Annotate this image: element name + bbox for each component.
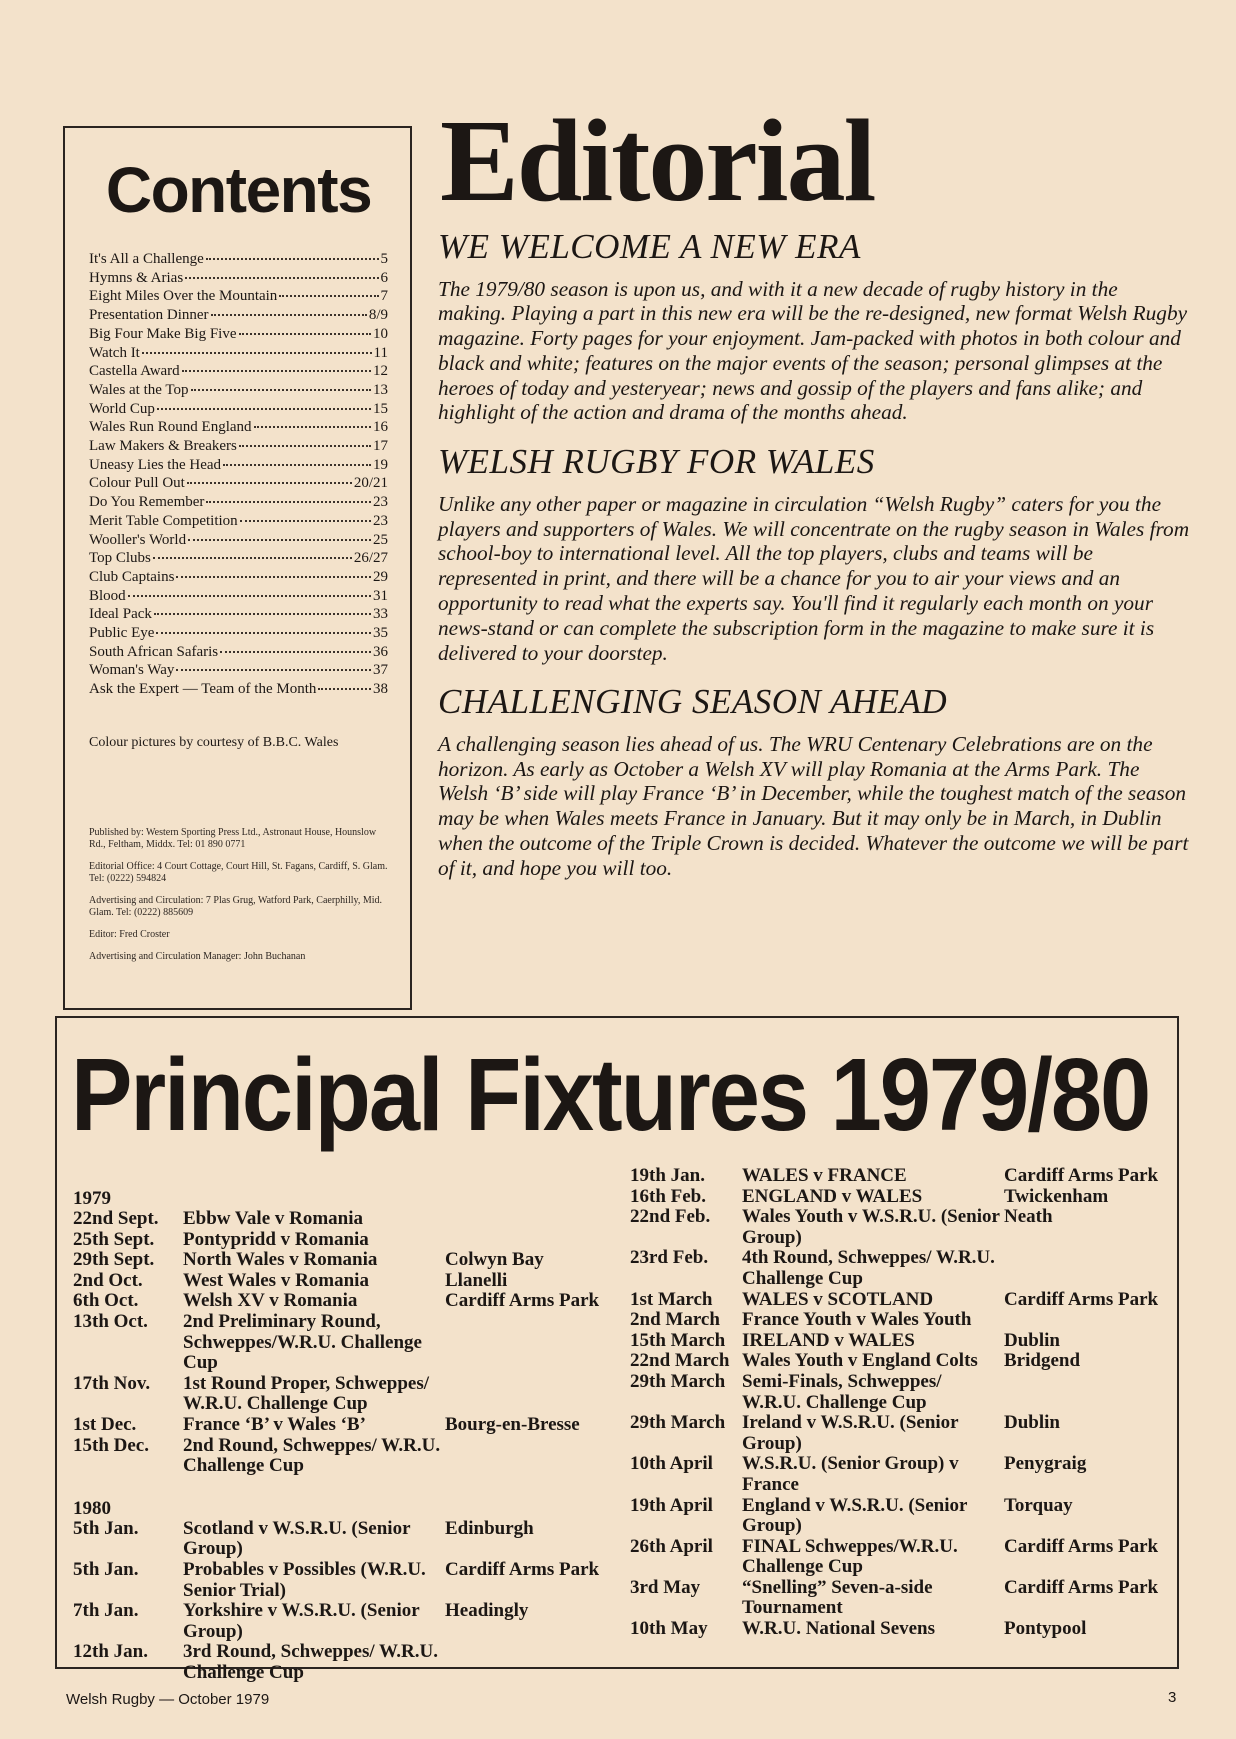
contents-item-title: Top Clubs bbox=[89, 550, 151, 567]
contents-item bbox=[89, 531, 388, 550]
leader-dots bbox=[153, 557, 352, 559]
contents-item bbox=[89, 587, 388, 606]
fixture-match: 2nd Round, Schweppes/ W.R.U. Challenge Cup bbox=[183, 1434, 441, 1477]
fixture-date: 1st Dec. bbox=[73, 1413, 137, 1435]
fixtures-right-list bbox=[630, 1166, 1175, 1640]
contents-item-title: It's All a Challenge bbox=[89, 251, 204, 267]
contents-item-page: 23 bbox=[373, 512, 388, 529]
fixture-venue: Cardiff Arms Park bbox=[1004, 1288, 1159, 1310]
fixture-row bbox=[73, 1436, 613, 1477]
contents-item-title: Club Captains bbox=[89, 568, 175, 585]
contents-item-page: 36 bbox=[373, 643, 388, 660]
contents-item-title: Wales at the Top bbox=[89, 381, 189, 398]
contents-item bbox=[89, 512, 388, 531]
editorial-office-line: Editorial Office: 4 Court Cottage, Court Hill, St. Fagans, Cardiff, S. Glam. Tel: (0222) 594824 bbox=[89, 860, 388, 884]
contents-item bbox=[89, 362, 388, 381]
contents-item-page: 31 bbox=[373, 587, 388, 604]
fixture-row bbox=[73, 1560, 613, 1601]
contents-item-page: 23 bbox=[373, 494, 388, 511]
fixture-venue bbox=[445, 1209, 613, 1230]
contents-item-title: Castella Award bbox=[89, 363, 180, 380]
year-heading: 1979 bbox=[73, 1188, 111, 1209]
contents-item-page: 5 bbox=[380, 251, 388, 267]
fixture-match: Wales Youth v W.S.R.U. (Senior Group) bbox=[742, 1206, 1000, 1248]
fixture-date: 7th Jan. bbox=[73, 1600, 139, 1622]
fixture-row bbox=[73, 1291, 613, 1312]
fixture-venue: Edinburgh bbox=[445, 1517, 534, 1539]
contents-item-page: 7 bbox=[380, 288, 388, 305]
fixture-date: 10th April bbox=[630, 1453, 713, 1475]
contents-item-page: 12 bbox=[373, 363, 388, 380]
fixture-date: 5th Jan. bbox=[73, 1517, 139, 1539]
fixture-row bbox=[73, 1374, 613, 1415]
fixture-date: 3rd May bbox=[630, 1576, 701, 1598]
fixture-match: Pontypridd v Romania bbox=[183, 1228, 369, 1250]
contents-item bbox=[89, 306, 388, 325]
fixture-match: Ebbw Vale v Romania bbox=[183, 1208, 364, 1229]
fixture-venue bbox=[445, 1374, 613, 1415]
fixtures-left-column bbox=[73, 1188, 613, 1683]
fixture-venue: Dublin bbox=[1004, 1329, 1060, 1351]
leader-dots bbox=[157, 408, 371, 410]
fixture-match: WALES v FRANCE bbox=[742, 1165, 907, 1186]
contents-item bbox=[89, 643, 388, 662]
contents-item-page: 33 bbox=[373, 606, 388, 623]
fixture-venue bbox=[445, 1642, 613, 1683]
fixture-date: 17th Nov. bbox=[73, 1372, 151, 1394]
section-heading: WELSH RUGBY FOR WALES bbox=[438, 442, 875, 482]
fixture-match: 4th Round, Schweppes/ W.R.U. Challenge Cup bbox=[742, 1247, 995, 1289]
fixtures-title: Principal Fixtures 1979/80 bbox=[71, 1038, 1150, 1153]
fixture-venue: Cardiff Arms Park bbox=[1004, 1165, 1159, 1186]
fixture-date: 29th March bbox=[630, 1412, 726, 1434]
year-heading: 1980 bbox=[73, 1497, 111, 1519]
fixture-date: 23rd Feb. bbox=[630, 1247, 709, 1269]
section-heading: WE WELCOME A NEW ERA bbox=[438, 227, 861, 266]
contents-item bbox=[89, 549, 388, 568]
contents-list bbox=[89, 250, 388, 699]
contents-item bbox=[89, 325, 388, 344]
leader-dots bbox=[220, 651, 371, 653]
contents-item bbox=[89, 661, 388, 680]
contents-item-title: Public Eye bbox=[89, 625, 155, 642]
fixture-row bbox=[630, 1248, 1175, 1289]
contents-item-page: 11 bbox=[373, 344, 388, 361]
contents-item bbox=[89, 437, 388, 456]
fixture-match: France ‘B’ v Wales ‘B’ bbox=[183, 1413, 366, 1435]
fixture-match: W.R.U. National Sevens bbox=[742, 1618, 936, 1640]
fixture-date: 19th April bbox=[630, 1494, 713, 1516]
contents-item-title: Eight Miles Over the Mountain bbox=[89, 288, 278, 305]
contents-item-title: Watch It bbox=[89, 344, 140, 361]
fixture-row bbox=[630, 1413, 1175, 1454]
leader-dots bbox=[176, 576, 371, 578]
fixture-venue bbox=[1004, 1310, 1175, 1331]
fixture-row bbox=[630, 1290, 1175, 1311]
fixture-date: 13th Oct. bbox=[73, 1310, 148, 1332]
fixture-venue: Colwyn Bay bbox=[445, 1249, 544, 1271]
fixture-venue: Dublin bbox=[1004, 1412, 1060, 1434]
contents-item bbox=[89, 287, 388, 306]
fixture-date: 26th April bbox=[630, 1535, 713, 1557]
contents-item bbox=[89, 418, 388, 437]
contents-item-title: World Cup bbox=[89, 400, 155, 417]
fixture-date: 22nd March bbox=[630, 1350, 730, 1372]
leader-dots bbox=[128, 595, 371, 597]
leader-dots bbox=[223, 464, 371, 466]
contents-item-page: 6 bbox=[380, 269, 388, 286]
contents-item bbox=[89, 568, 388, 587]
fixture-match: IRELAND v WALES bbox=[742, 1329, 915, 1351]
contents-title: Contents bbox=[105, 154, 372, 226]
fixture-date: 6th Oct. bbox=[73, 1290, 139, 1312]
contents-item-title: Uneasy Lies the Head bbox=[89, 456, 222, 473]
contents-item-page: 25 bbox=[373, 531, 388, 548]
colour-credit: Colour pictures by courtesy of B.B.C. Wales bbox=[89, 734, 339, 750]
fixture-venue: Penygraig bbox=[1004, 1453, 1087, 1475]
fixture-venue bbox=[445, 1436, 613, 1477]
fixture-match: W.S.R.U. (Senior Group) v France bbox=[742, 1453, 959, 1495]
leader-dots bbox=[191, 389, 371, 391]
fixture-match: England v W.S.R.U. (Senior Group) bbox=[742, 1494, 968, 1537]
contents-item-title: Colour Pull Out bbox=[89, 475, 185, 492]
contents-item bbox=[89, 381, 388, 400]
fixture-date: 15th Dec. bbox=[73, 1434, 149, 1456]
fixture-row bbox=[73, 1312, 613, 1374]
fixture-match: North Wales v Romania bbox=[183, 1249, 378, 1271]
fixture-row bbox=[630, 1454, 1175, 1495]
fixture-venue bbox=[1004, 1372, 1175, 1413]
contents-item-page: 38 bbox=[373, 681, 388, 698]
fixtures-box bbox=[55, 1016, 1179, 1683]
contents-item-page: 10 bbox=[373, 325, 388, 342]
editorial bbox=[438, 95, 1198, 881]
contents-item-page: 20/21 bbox=[353, 475, 388, 492]
fixtures-right-column bbox=[630, 1166, 1175, 1640]
fixture-match: Welsh XV v Romania bbox=[183, 1290, 358, 1312]
editorial-title: Editorial bbox=[440, 95, 875, 226]
leader-dots bbox=[279, 295, 378, 297]
contents-item-title: Ask the Expert — Team of the Month bbox=[89, 681, 317, 698]
fixture-date: 15th March bbox=[630, 1329, 726, 1351]
footer-publication: Welsh Rugby — October 1979 bbox=[66, 1691, 270, 1708]
leader-dots bbox=[182, 370, 371, 372]
fixtures-1980-list bbox=[73, 1519, 613, 1684]
fixture-row bbox=[630, 1578, 1175, 1619]
fixture-venue: Cardiff Arms Park bbox=[1004, 1576, 1159, 1598]
contents-item-page: 8/9 bbox=[368, 307, 388, 324]
fixture-match: Scotland v W.S.R.U. (Senior Group) bbox=[183, 1517, 411, 1560]
fixtures-1979-list bbox=[73, 1209, 613, 1477]
contents-item-page: 26/27 bbox=[353, 550, 388, 567]
fixture-match: ENGLAND v WALES bbox=[742, 1185, 923, 1207]
fixture-row bbox=[630, 1619, 1175, 1640]
fixture-match: France Youth v Wales Youth bbox=[742, 1309, 972, 1331]
fixture-date: 29th Sept. bbox=[73, 1249, 155, 1271]
fixture-date: 2nd Oct. bbox=[73, 1269, 143, 1291]
publisher-line: Published by: Western Sporting Press Ltd., Astronaut House, Hounslow Rd., Feltham, Middx. Tel: 01 890 0771 bbox=[89, 826, 377, 850]
leader-dots bbox=[239, 333, 371, 335]
contents-item bbox=[89, 344, 388, 363]
contents-item-page: 17 bbox=[373, 438, 388, 455]
fixture-venue: Torquay bbox=[1004, 1494, 1073, 1516]
publisher-info bbox=[89, 827, 388, 963]
contents-item bbox=[89, 400, 388, 419]
manager-line: Advertising and Circulation Manager: John Buchanan bbox=[89, 950, 306, 962]
fixture-match: WALES v SCOTLAND bbox=[742, 1288, 934, 1310]
contents-item bbox=[89, 269, 388, 288]
leader-dots bbox=[188, 539, 371, 541]
leader-dots bbox=[206, 258, 379, 260]
fixture-row bbox=[630, 1331, 1175, 1352]
leader-dots bbox=[254, 426, 371, 428]
leader-dots bbox=[156, 632, 371, 634]
leader-dots bbox=[318, 688, 371, 690]
fixture-match: “Snelling” Seven-a-side Tournament bbox=[742, 1576, 933, 1619]
fixture-date: 16th Feb. bbox=[630, 1185, 706, 1207]
contents-item-title: Hymns & Arias bbox=[89, 269, 184, 286]
contents-item-page: 29 bbox=[373, 568, 388, 585]
leader-dots bbox=[211, 314, 367, 316]
fixture-venue bbox=[1004, 1248, 1175, 1289]
contents-item bbox=[89, 624, 388, 643]
fixture-match: Yorkshire v W.S.R.U. (Senior Group) bbox=[183, 1600, 420, 1642]
contents-item-page: 35 bbox=[373, 625, 388, 642]
leader-dots bbox=[239, 445, 371, 447]
contents-item bbox=[89, 250, 388, 269]
fixture-match: 3rd Round, Schweppes/ W.R.U. Challenge Cup bbox=[183, 1641, 438, 1683]
fixture-row bbox=[630, 1372, 1175, 1413]
contents-item-title: Woman's Way bbox=[89, 662, 175, 679]
contents-box bbox=[63, 126, 412, 1010]
fixture-venue: Cardiff Arms Park bbox=[445, 1558, 600, 1580]
fixture-date: 12th Jan. bbox=[73, 1641, 148, 1663]
fixture-venue: Llanelli bbox=[445, 1269, 508, 1291]
fixture-row bbox=[630, 1310, 1175, 1331]
contents-item bbox=[89, 605, 388, 624]
fixture-row bbox=[73, 1642, 613, 1683]
fixture-venue: Bridgend bbox=[1004, 1350, 1081, 1372]
fixture-row bbox=[73, 1230, 613, 1251]
contents-item-title: Presentation Dinner bbox=[89, 307, 209, 324]
fixture-row bbox=[630, 1496, 1175, 1537]
contents-item-title: Blood bbox=[89, 587, 126, 604]
contents-item-page: 19 bbox=[373, 456, 388, 473]
contents-item-title: Wooller's World bbox=[89, 531, 187, 548]
fixture-venue: Cardiff Arms Park bbox=[1004, 1535, 1159, 1557]
fixture-date: 5th Jan. bbox=[73, 1558, 139, 1580]
fixture-match: 1st Round Proper, Schweppes/ W.R.U. Challenge Cup bbox=[183, 1372, 429, 1415]
contents-item-page: 15 bbox=[373, 400, 388, 417]
section-heading: CHALLENGING SEASON AHEAD bbox=[438, 682, 948, 722]
contents-item bbox=[89, 680, 388, 699]
contents-item bbox=[89, 456, 388, 475]
fixture-match: Ireland v W.S.R.U. (Senior Group) bbox=[742, 1412, 959, 1454]
fixture-venue: Bourg-en-Bresse bbox=[445, 1413, 580, 1435]
fixture-match: Wales Youth v England Colts bbox=[742, 1350, 978, 1372]
fixture-row bbox=[73, 1271, 613, 1292]
leader-dots bbox=[176, 669, 371, 671]
fixture-row bbox=[630, 1351, 1175, 1372]
fixture-row bbox=[73, 1519, 613, 1560]
fixture-venue: Twickenham bbox=[1004, 1185, 1109, 1207]
fixture-row bbox=[630, 1187, 1175, 1208]
fixture-date: 29th March bbox=[630, 1370, 726, 1392]
leader-dots bbox=[142, 352, 372, 354]
fixture-match: West Wales v Romania bbox=[183, 1269, 369, 1291]
contents-item-title: Merit Table Competition bbox=[89, 512, 238, 529]
fixture-date: 25th Sept. bbox=[73, 1228, 155, 1250]
fixture-row bbox=[630, 1537, 1175, 1578]
fixture-date: 19th Jan. bbox=[630, 1165, 705, 1186]
fixture-venue: Cardiff Arms Park bbox=[445, 1290, 600, 1312]
contents-item-page: 13 bbox=[373, 381, 388, 398]
advertising-line: Advertising and Circulation: 7 Plas Grug, Watford Park, Caerphilly, Mid. Glam. Tel: (0222) 885609 bbox=[89, 894, 383, 918]
contents-item-title: South African Safaris bbox=[89, 643, 219, 660]
fixture-venue: Neath bbox=[1004, 1206, 1053, 1228]
editor-line: Editor: Fred Croster bbox=[89, 928, 170, 940]
fixture-row bbox=[73, 1415, 613, 1436]
fixture-row bbox=[73, 1250, 613, 1271]
fixture-row bbox=[73, 1601, 613, 1642]
contents-item-title: Ideal Pack bbox=[89, 606, 152, 623]
fixture-date: 10th May bbox=[630, 1618, 708, 1640]
contents-item-title: Law Makers & Breakers bbox=[89, 438, 237, 455]
contents-item-title: Wales Run Round England bbox=[89, 419, 252, 436]
leader-dots bbox=[185, 277, 378, 279]
fixture-date: 1st March bbox=[630, 1288, 713, 1310]
contents-item-page: 16 bbox=[373, 419, 388, 436]
section-body: The 1979/80 season is upon us, and with it a new decade of rugby history in the making. Playing a part in this new era will be the re-designed, new format Welsh Rugby magazine. Forty pages for your enjoyment. Jam-packed with photos in both colour and black and white; features on the major events of the season; personal glimpses at the heroes of today and yesteryear; news and gossip of the players and fans alike; and highlight of the action and drama of the months ahead. bbox=[438, 276, 1188, 425]
section-body: Unlike any other paper or magazine in circulation “Welsh Rugby” caters for you the players and supporters of Wales. We will concentrate on the rugby season in Wales from school-boy to international level. All the top players, clubs and teams will be represented in print, and there will be a chance for you to air your views and an opportunity to read what the experts say. You'll find it regularly each month on your news-stand or can complete the subscription form in the magazine to make sure it is delivered to your doorstep. bbox=[438, 491, 1190, 665]
fixture-match: Semi-Finals, Schweppes/ W.R.U. Challenge Cup bbox=[742, 1370, 942, 1413]
fixture-row bbox=[630, 1207, 1175, 1248]
section-body: A challenging season lies ahead of us. The WRU Centenary Celebrations are on the horizon. As early as October a Welsh XV will play Romania at the Arms Park. The Welsh ‘B’ side will play France ‘B’ in December, while the toughest match of the season may be when Wales meets France in January. But it may only be in March, in Dublin when the outcome of the Triple Crown is decided. Whatever the outcome we will be part of it, and hope you will too. bbox=[438, 731, 1189, 880]
contents-item bbox=[89, 493, 388, 512]
leader-dots bbox=[187, 482, 352, 484]
fixture-match: Probables v Possibles (W.R.U. Senior Trial) bbox=[183, 1558, 426, 1601]
fixture-venue: Headingly bbox=[445, 1600, 529, 1622]
fixture-row bbox=[630, 1166, 1175, 1187]
fixture-match: FINAL Schweppes/W.R.U. Challenge Cup bbox=[742, 1535, 958, 1578]
contents-item-page: 37 bbox=[373, 662, 388, 679]
fixture-row bbox=[73, 1209, 613, 1230]
contents-item-title: Big Four Make Big Five bbox=[89, 325, 237, 342]
fixture-venue: Pontypool bbox=[1004, 1618, 1087, 1640]
fixture-match: 2nd Preliminary Round, Schweppes/W.R.U. Challenge Cup bbox=[183, 1310, 422, 1374]
fixture-date: 22nd Feb. bbox=[630, 1206, 711, 1228]
fixture-venue bbox=[445, 1312, 613, 1374]
contents-item-title: Do You Remember bbox=[89, 494, 205, 511]
page-number: 3 bbox=[1168, 1689, 1177, 1706]
fixture-date: 22nd Sept. bbox=[73, 1208, 159, 1229]
fixture-date: 2nd March bbox=[630, 1309, 720, 1331]
contents-item bbox=[89, 474, 388, 493]
leader-dots bbox=[240, 520, 371, 522]
leader-dots bbox=[154, 613, 371, 615]
fixture-venue bbox=[445, 1230, 613, 1251]
leader-dots bbox=[206, 501, 371, 503]
